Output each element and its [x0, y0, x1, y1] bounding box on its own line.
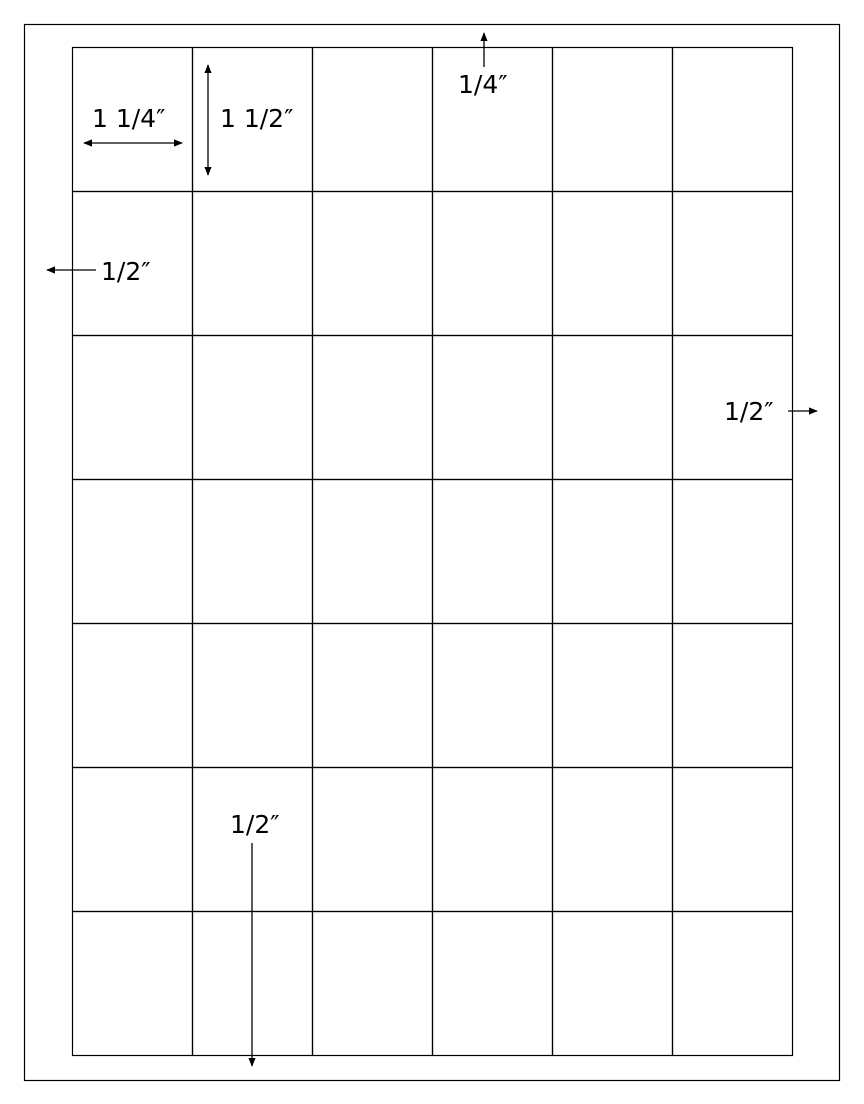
- bottom-margin-text: 1/2″: [230, 810, 280, 839]
- label-cell: [673, 480, 793, 624]
- label-cell: [433, 480, 553, 624]
- label-cell: [313, 768, 433, 912]
- label-cell: [553, 48, 673, 192]
- label-cell: [433, 912, 553, 1056]
- label-cell: [73, 768, 193, 912]
- label-cell: [553, 768, 673, 912]
- label-cell: [193, 192, 313, 336]
- label-cell: [673, 624, 793, 768]
- label-cell: [313, 624, 433, 768]
- label-cell: [313, 336, 433, 480]
- label-cell: [73, 480, 193, 624]
- label-cell: [673, 768, 793, 912]
- label-cell: [313, 48, 433, 192]
- label-cell: [313, 912, 433, 1056]
- label-cell: [193, 336, 313, 480]
- label-cell: [313, 192, 433, 336]
- label-width-text: 1 1/4″: [92, 104, 166, 133]
- label-height-text: 1 1/2″: [220, 104, 294, 133]
- label-cell: [553, 912, 673, 1056]
- label-cell: [673, 48, 793, 192]
- label-cell: [193, 624, 313, 768]
- label-cell: [553, 480, 673, 624]
- label-cell: [553, 336, 673, 480]
- label-cell: [433, 336, 553, 480]
- label-cell: [73, 624, 193, 768]
- right-margin-text: 1/2″: [724, 397, 774, 426]
- label-cell: [673, 912, 793, 1056]
- label-cell: [553, 624, 673, 768]
- label-cell: [73, 912, 193, 1056]
- label-cell: [313, 480, 433, 624]
- top-margin-text: 1/4″: [458, 70, 508, 99]
- label-cell: [193, 480, 313, 624]
- label-cell: [553, 192, 673, 336]
- label-cell: [433, 192, 553, 336]
- label-cell: [673, 192, 793, 336]
- label-cell: [433, 768, 553, 912]
- label-cell: [73, 336, 193, 480]
- label-grid: [73, 48, 793, 1056]
- left-margin-text: 1/2″: [101, 257, 151, 286]
- label-cell: [433, 624, 553, 768]
